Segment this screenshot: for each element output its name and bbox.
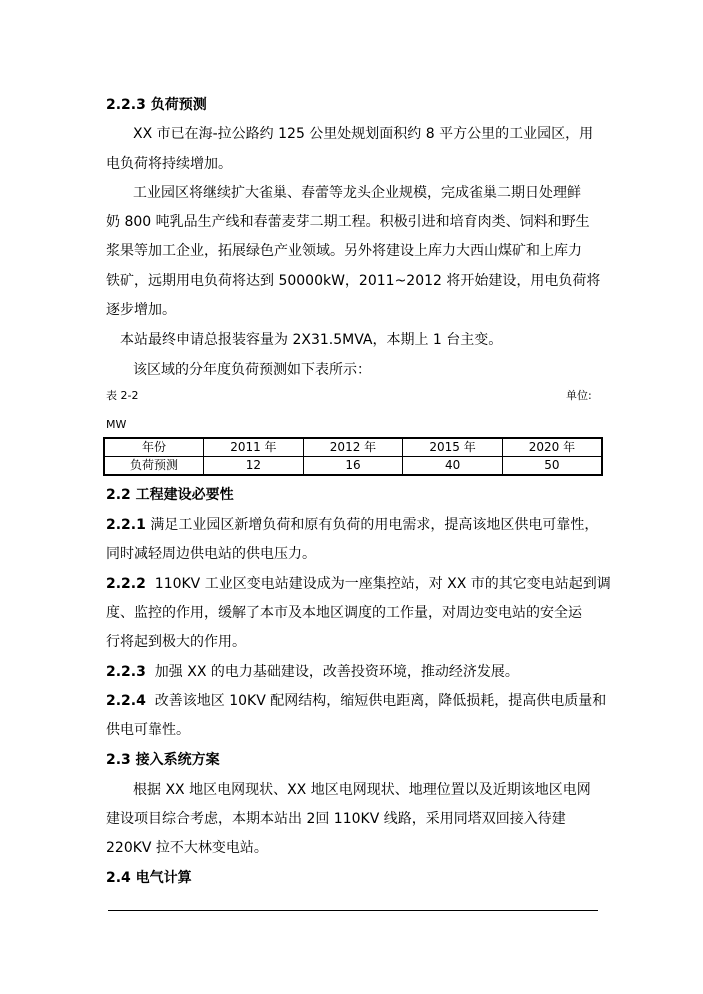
paragraph-line: XX 市已在海-拉公路约 125 公里处规划面积约 8 平方公里的工业园区，用: [133, 126, 594, 142]
section-heading-2-2-3: 2.2.3 负荷预测: [106, 97, 207, 113]
item-number: 2.2.4: [106, 693, 146, 709]
item-text: 改善该地区 10KV 配网结构，缩短供电距离，降低损耗，提高供电质量和: [154, 693, 607, 709]
item-number: 2.2.2: [106, 576, 146, 592]
list-item-2-2-4: [106, 691, 606, 711]
paragraph-line: 奶 800 吨乳品生产线和春蕾麦芽二期工程。积极引进和培育肉类、饲料和野生: [106, 214, 590, 230]
table-unit-label: 单位:: [566, 389, 592, 402]
table-cell: 50: [502, 457, 602, 476]
paragraph-line: 220KV 拉不大林变电站。: [106, 840, 268, 856]
paragraph-line: 根据 XX 地区电网现状、XX 地区电网现状、地理位置以及近期该地区电网: [133, 782, 591, 798]
table-cell: 40: [403, 457, 503, 476]
footer-divider: [108, 910, 598, 911]
list-item-2-2-2: [106, 574, 611, 594]
list-item-2-2-1: [106, 515, 598, 535]
paragraph-line: 建设项目综合考虑，本期本站出 2回 110KV 线路，采用同塔双回接入待建: [106, 811, 566, 827]
section-heading-2-4: 2.4 电气计算: [106, 870, 192, 886]
item-text: 110KV 工业区变电站建设成为一座集控站，对 XX 市的其它变电站起到调: [154, 576, 611, 592]
paragraph-line: 供电可靠性。: [106, 722, 190, 738]
list-item-2-2-3: [106, 662, 519, 682]
paragraph-line: 行将起到极大的作用。: [106, 634, 246, 650]
load-forecast-table: [103, 437, 603, 476]
paragraph-line: 度、监控的作用，缓解了本市及本地区调度的工作量，对周边变电站的安全运: [106, 605, 582, 621]
table-cell: 12: [204, 457, 304, 476]
item-number: 2.2.3: [106, 664, 146, 680]
paragraph-line: 电负荷将持续增加。: [106, 156, 232, 172]
table-row: [104, 457, 602, 476]
table-header-cell: 2015 年: [403, 438, 503, 457]
table-cell: 16: [303, 457, 403, 476]
table-header-row: [104, 438, 602, 457]
paragraph-line: 逐步增加。: [106, 302, 176, 318]
table-row-label: 负荷预测: [104, 457, 204, 476]
paragraph-line: 同时减轻周边供电站的供电压力。: [106, 546, 316, 562]
table-header-cell: 2020 年: [502, 438, 602, 457]
section-heading-2-2: 2.2 工程建设必要性: [106, 487, 234, 503]
table-unit: MW: [106, 418, 127, 431]
item-text: 加强 XX 的电力基础建设，改善投资环境，推动经济发展。: [154, 664, 519, 680]
item-text: 满足工业园区新增负荷和原有负荷的用电需求，提高该地区供电可靠性，: [150, 517, 599, 533]
table-header-cell: 2011 年: [204, 438, 304, 457]
paragraph-line: 工业园区将继续扩大雀巢、春蕾等龙头企业规模，完成雀巢二期日处理鲜: [133, 185, 581, 201]
paragraph-line: 该区域的分年度负荷预测如下表所示：: [133, 362, 371, 378]
table-header-cell: 2012 年: [303, 438, 403, 457]
paragraph-line: 本站最终申请总报装容量为 2X31.5MVA，本期上 1 台主变。: [120, 332, 503, 348]
item-number: 2.2.1: [106, 517, 146, 533]
paragraph-line: 浆果等加工企业，拓展绿色产业领域。另外将建设上库力大西山煤矿和上库力: [106, 243, 582, 259]
table-label: 表 2-2: [106, 389, 139, 402]
section-heading-2-3: 2.3 接入系统方案: [106, 752, 220, 768]
paragraph-line: 铁矿，远期用电负荷将达到 50000kW，2011~2012 将开始建设，用电负荷将: [106, 273, 601, 289]
table-header-cell: 年份: [104, 438, 204, 457]
